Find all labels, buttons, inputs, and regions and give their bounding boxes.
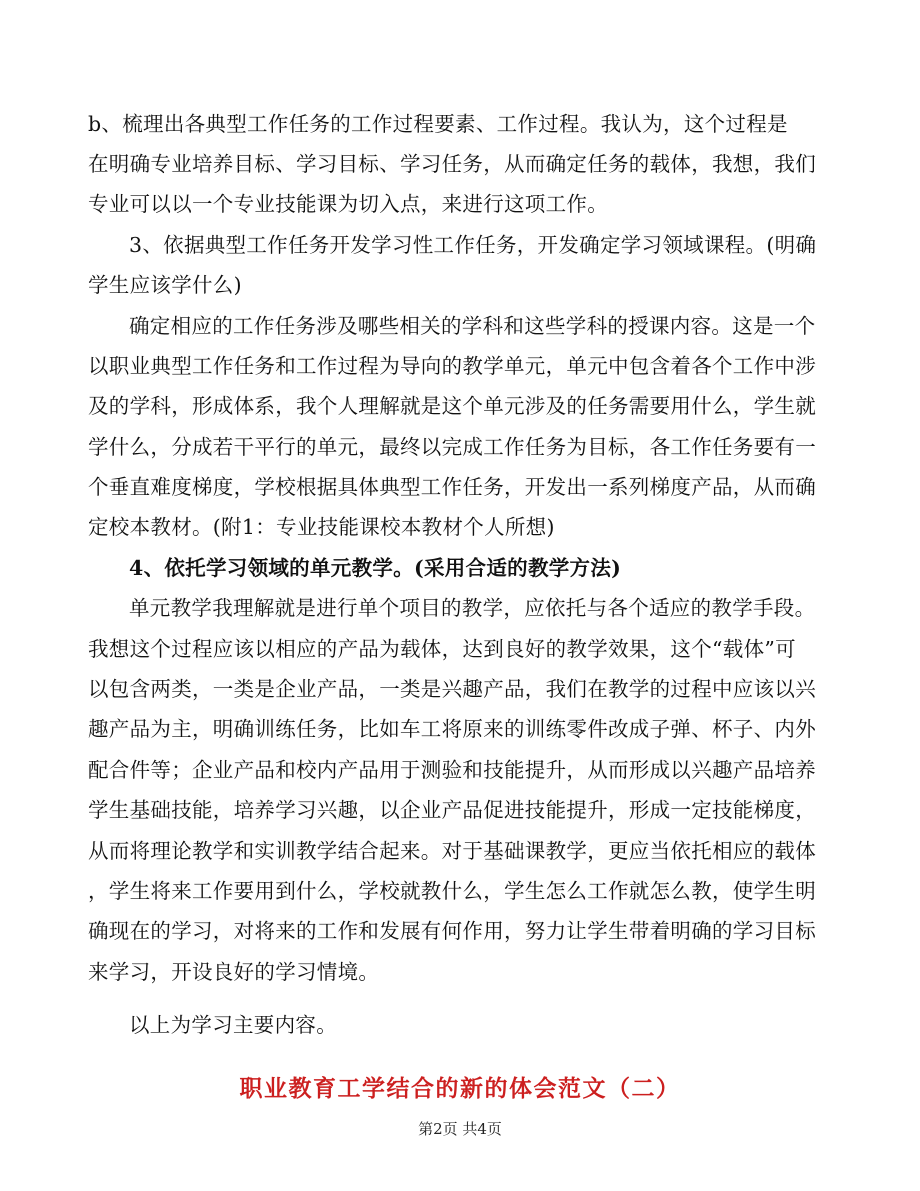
paragraph-line: 从而将理论教学和实训教学结合起来。对于基础课教学，更应当依托相应的载体: [88, 839, 816, 863]
paragraph-line: ，学生将来工作要用到什么，学校就教什么，学生怎么工作就怎么教，使学生明: [88, 879, 816, 903]
paragraph-line: b、梳理出各典型工作任务的工作过程要素、工作过程。我认为，这个过程是: [88, 112, 788, 136]
subheading-line: 4、依托学习领域的单元教学。(采用合适的教学方法): [129, 556, 622, 580]
paragraph-line: 个垂直难度梯度，学校根据具体典型工作任务，开发出一系列梯度产品，从而确: [88, 475, 816, 499]
paragraph-line: 定校本教材。(附1：专业技能课校本教材个人所想): [88, 515, 555, 539]
paragraph-line: 在明确专业培养目标、学习目标、学习任务，从而确定任务的载体，我想，我们: [88, 152, 816, 176]
paragraph-line: 我想这个过程应该以相应的产品为载体，达到良好的教学效果，这个“载体”可: [88, 637, 796, 661]
paragraph-line: 专业可以以一个专业技能课为切入点，来进行这项工作。: [88, 192, 608, 216]
paragraph-line: 确定相应的工作任务涉及哪些相关的学科和这些学科的授课内容。这是一个: [129, 314, 816, 338]
paragraph-line: 以包含两类，一类是企业产品，一类是兴趣产品，我们在教学的过程中应该以兴: [88, 677, 816, 701]
paragraph-line: 学生应该学什么): [88, 273, 242, 297]
paragraph-line: 以上为学习主要内容。: [129, 1013, 337, 1037]
section-heading: 职业教育工学结合的新的体会范文（二）: [239, 1075, 681, 1102]
paragraph-line: 学什么，分成若干平行的单元，最终以完成工作任务为目标，各工作任务要有一: [88, 435, 816, 459]
paragraph-line: 单元教学我理解就是进行单个项目的教学，应依托与各个适应的教学手段。: [129, 596, 816, 620]
paragraph-line: 以职业典型工作任务和工作过程为导向的教学单元，单元中包含着各个工作中涉: [88, 354, 816, 378]
paragraph-line: 及的学科，形成体系，我个人理解就是这个单元涉及的任务需要用什么，学生就: [88, 394, 816, 418]
paragraph-line: 学生基础技能，培养学习兴趣，以企业产品促进技能提升，形成一定技能梯度，: [88, 798, 816, 822]
paragraph-line: 3、依据典型工作任务开发学习性工作任务，开发确定学习领域课程。(明确: [129, 233, 817, 257]
paragraph-line: 来学习，开设良好的学习情境。: [88, 960, 380, 984]
paragraph-line: 配合件等；企业产品和校内产品用于测验和技能提升，从而形成以兴趣产品培养: [88, 758, 816, 782]
paragraph-line: 趣产品为主，明确训练任务，比如车工将原来的训练零件改成子弹、杯子、内外: [88, 717, 816, 741]
paragraph-line: 确现在的学习，对将来的工作和发展有何作用，努力让学生带着明确的学习目标: [88, 919, 816, 943]
page-footer: 第2页 共4页: [418, 1120, 502, 1138]
